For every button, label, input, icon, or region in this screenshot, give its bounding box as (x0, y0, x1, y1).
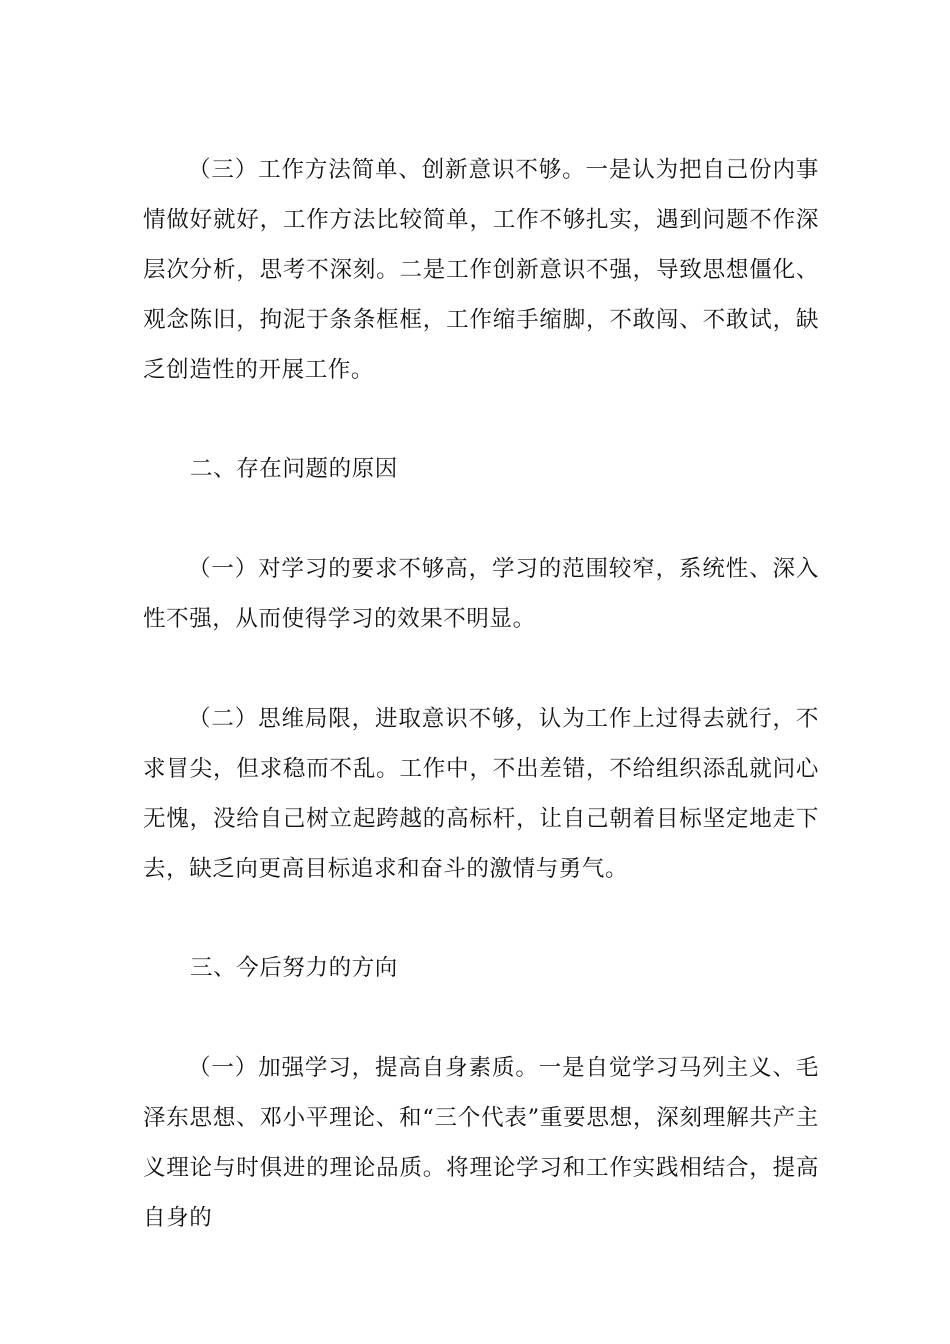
section-heading-direction: 三、今后努力的方向 (190, 955, 398, 981)
section-heading-causes: 二、存在问题的原因 (190, 456, 398, 482)
paragraph-study-requirement (143, 544, 819, 644)
paragraph-text: （一）对学习的要求不够高，学习的范围较窄，系统性、深入性不强，从而使得学习的效果不明显。 (143, 556, 819, 632)
paragraph-text: （三）工作方法简单、创新意识不够。一是认为把自己份内事情做好就好，工作方法比较简单，工作不够扎实，遇到问题不作深层次分析，思考不深刻。二是工作创新意识不强，导致思想僵化、观念陈旧，拘泥于条条框框，工作缩手缩脚，不敢闯、不敢试，缺乏创造性的开展工作。 (143, 157, 819, 383)
paragraph-text: （二）思维局限，进取意识不够，认为工作上过得去就行，不求冒尖，但求稳而不乱。工作中，不出差错，不给组织添乱就问心无愧，没给自己树立起跨越的高标杆，让自己朝着目标坚定地走下去，缺乏向更高目标追求和奋斗的激情与勇气。 (143, 706, 819, 882)
paragraph-strengthen-study (143, 1043, 819, 1243)
paragraph-thinking-limits (143, 694, 819, 894)
paragraph-text: （一）加强学习，提高自身素质。一是自觉学习马列主义、毛泽东思想、邓小平理论、和“三个代表”重要思想，深刻理解共产主义理论与时俱进的理论品质。将理论学习和工作实践相结合，提高自身的 (143, 1055, 819, 1231)
paragraph-work-method (143, 145, 819, 395)
